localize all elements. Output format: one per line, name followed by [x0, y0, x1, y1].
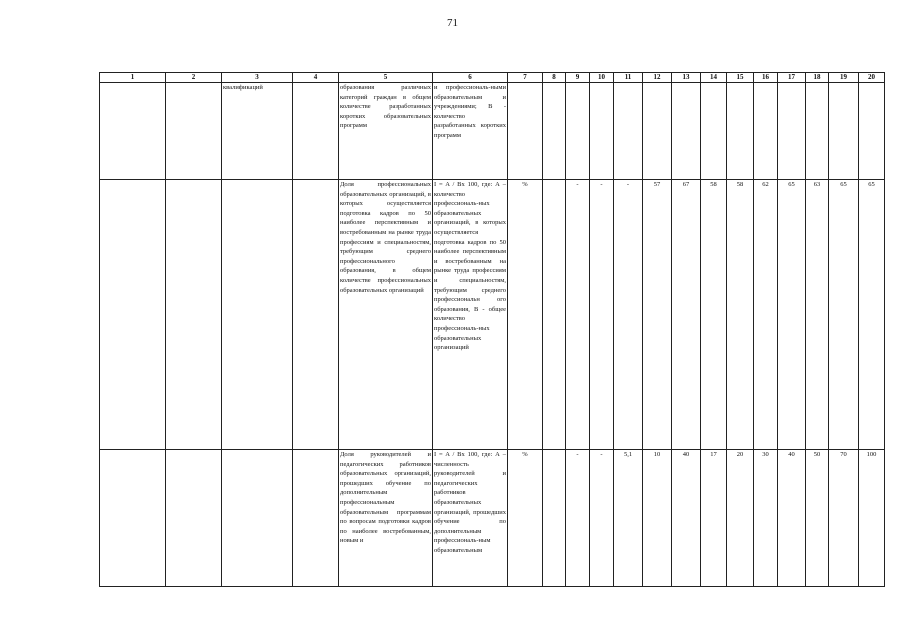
col-header: 5	[339, 73, 433, 83]
cell-formula: и профессиональ-ными образовательным и учреждениями; В - количество разработанных коротких программ	[433, 83, 508, 180]
col-header: 2	[166, 73, 222, 83]
col-header: 1	[100, 73, 166, 83]
cell-value	[643, 83, 672, 180]
col-header: 10	[590, 73, 614, 83]
cell-value	[590, 83, 614, 180]
cell-value: -	[590, 180, 614, 450]
col-header: 16	[754, 73, 778, 83]
cell-unit: %	[508, 180, 543, 450]
cell	[100, 83, 166, 180]
cell-value	[754, 83, 778, 180]
table-row	[100, 83, 885, 180]
cell-value: -	[590, 450, 614, 587]
col-header: 15	[727, 73, 754, 83]
cell-value	[672, 83, 701, 180]
col-header: 12	[643, 73, 672, 83]
cell-value	[566, 83, 590, 180]
cell-value: 40	[778, 450, 806, 587]
table-row	[100, 450, 885, 587]
cell-value: 10	[643, 450, 672, 587]
cell	[100, 180, 166, 450]
col-header: 14	[701, 73, 727, 83]
indicator-table	[99, 72, 885, 587]
cell-value: 17	[701, 450, 727, 587]
cell	[293, 83, 339, 180]
cell	[293, 450, 339, 587]
cell-value	[543, 180, 566, 450]
cell-value: 100	[859, 450, 885, 587]
col-header: 4	[293, 73, 339, 83]
cell-value: 58	[701, 180, 727, 450]
cell-value	[543, 450, 566, 587]
cell-unit: %	[508, 450, 543, 587]
cell-indicator-name: Доля профессиональных образовательных организаций, в которых осуществляется подготовка кадров по 50 наиболее перспективным и востребованным на рынке труда профессиям и специальностям, требующим среднего профессионального образования, в общем количестве профессиональных образовательных организаций	[339, 180, 433, 450]
col-header: 20	[859, 73, 885, 83]
cell-value	[806, 83, 829, 180]
col-header: 8	[543, 73, 566, 83]
cell-col3	[222, 180, 293, 450]
cell-value	[543, 83, 566, 180]
cell-value: 67	[672, 180, 701, 450]
col-header: 19	[829, 73, 859, 83]
cell-formula: I = A / Bx 100, где: А – количество профессиональ-ных образовательных организаций, в которых осуществляется подготовка кадров по 50 наиболее перспективным и востребованным на рынке труда профессиям и специальностям, требующим среднего профессиональн ого образования, В - общее количество профессиональ-ных образовательных организаций	[433, 180, 508, 450]
cell	[166, 450, 222, 587]
col-header: 9	[566, 73, 590, 83]
cell-unit	[508, 83, 543, 180]
cell-value	[859, 83, 885, 180]
cell-value: 65	[778, 180, 806, 450]
header-row	[100, 73, 885, 83]
cell-value: 57	[643, 180, 672, 450]
cell-value	[614, 83, 643, 180]
cell-indicator-name: Доля руководителей и педагогических работников образовательных организаций, прошедших обучение по дополнительным профессиональным образовательным программам по вопросам подготовки кадров по наиболее востребованным, новым и	[339, 450, 433, 587]
col-header: 13	[672, 73, 701, 83]
col-header: 17	[778, 73, 806, 83]
cell-value: 65	[829, 180, 859, 450]
cell-formula: I = A / Bx 100, где: А – численность руководителей и педагогических работников образовательных организаций, прошедших обучение по дополнительным профессиональ-ным образовательным	[433, 450, 508, 587]
page-number: 71	[447, 17, 458, 29]
cell-value: 63	[806, 180, 829, 450]
col-header: 11	[614, 73, 643, 83]
cell-value	[727, 83, 754, 180]
cell-value: 58	[727, 180, 754, 450]
cell	[293, 180, 339, 450]
cell-indicator-name: образования различных категорий граждан в общем количестве разработанных коротких образовательных программ	[339, 83, 433, 180]
col-header: 18	[806, 73, 829, 83]
cell-value	[701, 83, 727, 180]
cell-value: -	[566, 180, 590, 450]
cell-value	[829, 83, 859, 180]
col-header: 3	[222, 73, 293, 83]
cell-col3	[222, 450, 293, 587]
cell-value: 70	[829, 450, 859, 587]
cell-value: 40	[672, 450, 701, 587]
cell-value: -	[614, 180, 643, 450]
col-header: 7	[508, 73, 543, 83]
cell-value: 20	[727, 450, 754, 587]
col-header: 6	[433, 73, 508, 83]
cell-col3: квалификаций	[222, 83, 293, 180]
cell-value: 65	[859, 180, 885, 450]
cell	[100, 450, 166, 587]
cell-value: -	[566, 450, 590, 587]
cell	[166, 83, 222, 180]
cell-value: 30	[754, 450, 778, 587]
cell-value	[778, 83, 806, 180]
cell	[166, 180, 222, 450]
table-row	[100, 180, 885, 450]
cell-value: 5,1	[614, 450, 643, 587]
cell-value: 62	[754, 180, 778, 450]
cell-value: 50	[806, 450, 829, 587]
